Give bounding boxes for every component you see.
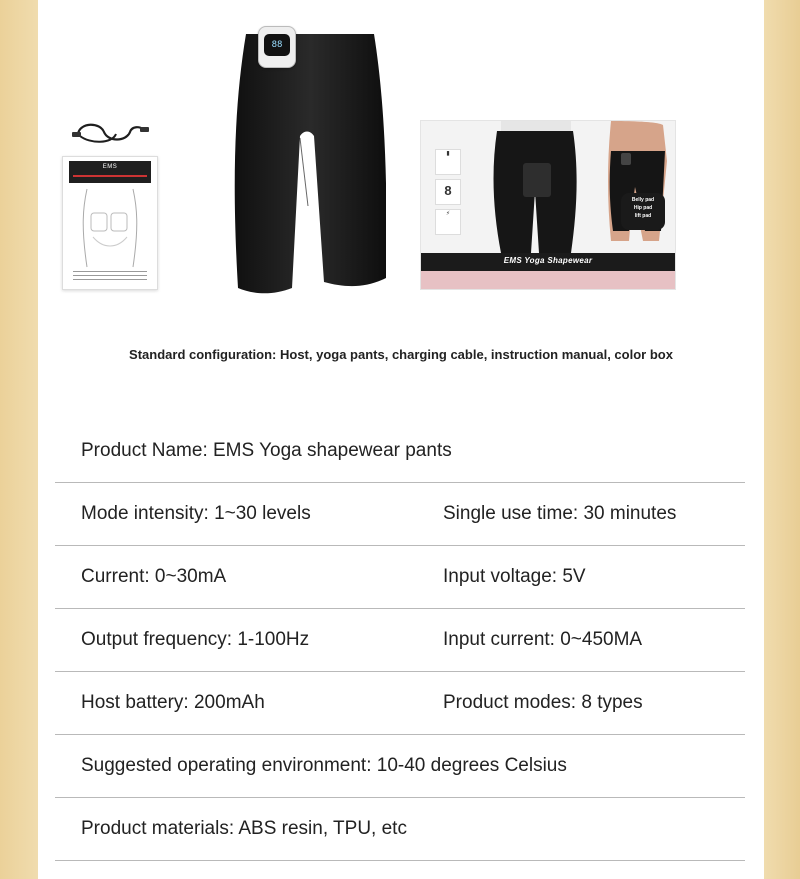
spec-row [55,735,745,798]
package-band-text: EMS Yoga Shapewear [503,256,593,265]
pad-label-lift: lift pad [634,213,652,219]
spec-left: Output frequency: 1-100Hz [81,629,310,650]
pad-label-belly: Belly pad [631,197,655,203]
spec-row [55,609,745,672]
spec-right: Input current: 0~450MA [443,629,643,650]
spec-left: Current: 0~30mA [81,566,227,587]
right-border [764,0,800,879]
spec-right: Single use time: 30 minutes [443,503,677,524]
charging-cable-image [70,118,150,148]
pad-label-hip: Hip pad [633,205,653,211]
manual-figure-icon [73,187,147,269]
usb-charge-icon: ⚡ [435,209,461,235]
model-figures-icon [461,121,675,253]
spec-row [55,798,745,861]
spec-left: Mode intensity: 1~30 levels [81,503,311,524]
spec-right: Product modes: 8 types [443,692,643,713]
spec-right: Input voltage: 5V [443,566,586,587]
left-border [0,0,38,879]
manual-brand: EMS [102,164,118,170]
spec-row [55,672,745,735]
easy-wear-icon: ▮ [435,149,461,175]
spec-table [55,420,745,861]
spec-left: Product materials: ABS resin, TPU, etc [81,818,407,839]
spec-row [55,483,745,546]
host-device [258,26,296,68]
spec-left: Suggested operating environment: 10-40 degrees Celsius [81,755,567,776]
pads-callout [621,193,665,230]
instruction-manual-image [62,156,158,290]
modes-badge: 8 [435,179,461,205]
spec-left: Host battery: 200mAh [81,692,265,713]
spec-row [55,420,745,483]
package-box-image [420,120,676,290]
configuration-caption: Standard configuration: Host, yoga pants, charging cable, instruction manual, color box [129,347,673,362]
host-display: 88 [264,34,290,56]
spec-left: Product Name: EMS Yoga shapewear pants [81,440,452,461]
spec-row [55,546,745,609]
